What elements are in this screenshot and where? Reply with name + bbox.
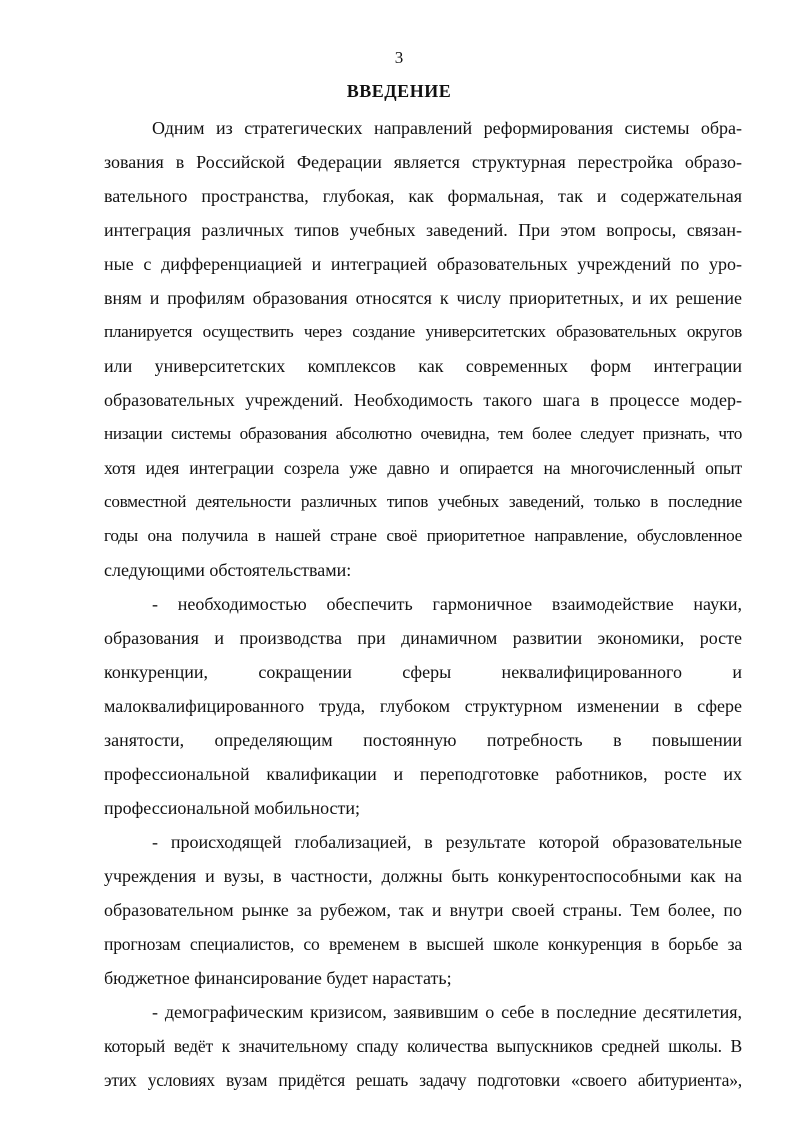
text-line: интеграция различных типов учебных заведений. При этом вопросы, связан- xyxy=(104,220,742,240)
text-line: хотя идея интеграции созрела уже давно и опирается на многочисленный опыт xyxy=(104,458,742,478)
text-line: малоквалифицированного труда, глубоком структурном изменении в сфере xyxy=(104,696,742,716)
text-line: годы она получила в нашей стране своё приоритетное направление, обусловленное xyxy=(104,526,742,545)
text-line: занятости, определяющим постоянную потребность в повышении xyxy=(104,730,742,750)
text-line: бюджетное финансирование будет нарастать; xyxy=(104,968,452,988)
text-line: совместной деятельности различных типов учебных заведений, только в последние xyxy=(104,492,742,511)
text-line: ные с дифференциацией и интеграцией образовательных учреждений по уро- xyxy=(104,254,742,274)
text-line: вательного пространства, глубокая, как формальная, так и содержательная xyxy=(104,186,742,206)
text-line: Одним из стратегических направлений реформирования системы обра- xyxy=(152,118,742,138)
text-line: учреждения и вузы, в частности, должны быть конкурентоспособными как на xyxy=(104,866,742,886)
text-line: профессиональной мобильности; xyxy=(104,798,361,818)
text-line: который ведёт к значительному спаду количества выпускников средней школы. В xyxy=(104,1036,742,1056)
text-line: этих условиях вузам придётся решать задачу подготовки «своего абитуриента», xyxy=(104,1070,742,1090)
text-line: следующими обстоятельствами: xyxy=(104,560,352,580)
text-line: образовательном рынке за рубежом, так и внутри своей страны. Тем более, по xyxy=(104,900,742,920)
text-line: прогнозам специалистов, со временем в высшей школе конкуренция в борьбе за xyxy=(104,934,742,954)
section-heading: ВВЕДЕНИЕ xyxy=(346,81,452,101)
text-line: планируется осуществить через создание университетских образовательных округов xyxy=(104,322,742,341)
list-item-line: - демографическим кризисом, заявившим о себе в последние десятилетия, xyxy=(152,1002,742,1022)
list-item-line: - происходящей глобализацией, в результате которой образовательные xyxy=(152,832,742,852)
text-line: или университетских комплексов как современных форм интеграции xyxy=(104,356,742,376)
list-item-line: - необходимостью обеспечить гармоничное взаимодействие науки, xyxy=(152,594,742,614)
text-line: конкуренции, сокращении сферы неквалифицированного и xyxy=(104,662,742,682)
page-number: 3 xyxy=(394,48,404,67)
text-line: зования в Российской Федерации является структурная перестройка образо- xyxy=(104,152,742,172)
text-line: профессиональной квалификации и переподготовке работников, росте их xyxy=(104,764,742,784)
text-line: образовательных учреждений. Необходимость такого шага в процессе модер- xyxy=(104,390,742,410)
text-line: образования и производства при динамичном развитии экономики, росте xyxy=(104,628,742,648)
text-line: вням и профилям образования относятся к числу приоритетных, и их решение xyxy=(104,288,742,308)
text-line: низации системы образования абсолютно очевидна, тем более следует признать, что xyxy=(104,424,742,443)
